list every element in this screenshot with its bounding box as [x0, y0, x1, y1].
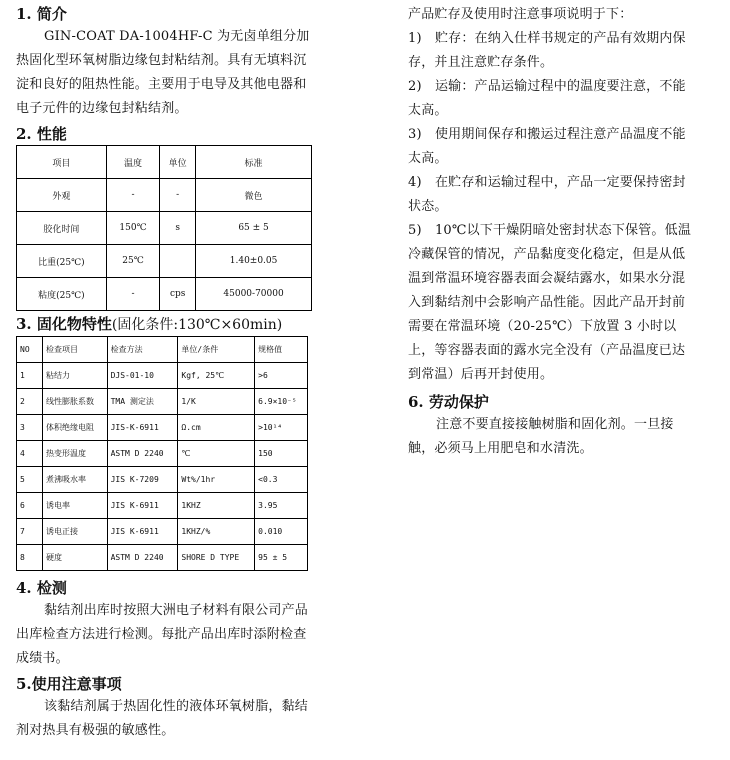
table-cell: TMA 测定法 — [107, 389, 178, 415]
table-cell: Ω.cm — [178, 415, 255, 441]
section-1-body: GIN-COAT DA-1004HF-C 为无卤单组分加热固化型环氧树脂边缘包封粘结剂。具有无填料沉淀和良好的阻热性能。主要用于电导及其他电器和电子元件的边缘包封粘结剂。 — [16, 29, 310, 116]
table-cell: SHORE D TYPE — [178, 545, 255, 571]
section-4-title: 4. 检测 — [16, 579, 67, 597]
table-header-cell: 检查方法 — [107, 337, 178, 363]
storage-item-4: 4) 在贮存和运输过程中，产品一定要保持密封状态。 — [408, 175, 686, 214]
storage-intro: 产品贮存及使用时注意事项说明于下： — [408, 7, 633, 22]
table-cell — [160, 245, 196, 278]
table-row — [17, 545, 308, 571]
table-cell: 4 — [17, 441, 43, 467]
table-cell: 7 — [17, 519, 43, 545]
section-5-body: 该黏结剂属于热固化性的液体环氧树脂，黏结剂对热具有极强的敏感性。 — [16, 699, 309, 738]
section-3-heading: 3. 固化物特性 — [16, 315, 112, 333]
left-column — [16, 0, 312, 743]
properties-table — [16, 145, 312, 311]
table-cell: 热变形温度 — [43, 441, 108, 467]
section-4-body: 黏结剂出库时按照大洲电子材料有限公司产品出库检查方法进行检测。每批产品出库时添附检查成绩书。 — [16, 603, 309, 666]
table-cell: 3.95 — [255, 493, 308, 519]
table-cell: >10¹⁴ — [255, 415, 308, 441]
table-cell: cps — [160, 278, 196, 311]
table-cell: 粘度(25℃) — [17, 278, 107, 311]
table-cell: 诱电率 — [43, 493, 108, 519]
table-header-cell: 标准 — [196, 146, 312, 179]
storage-item-1: 1) 贮存：在纳入仕样书规定的产品有效期内保存，并且注意贮存条件。 — [408, 31, 686, 70]
table-cell: 3 — [17, 415, 43, 441]
table-cell: Kgf, 25℃ — [178, 363, 255, 389]
table-cell: ASTM D 2240 — [107, 545, 178, 571]
table-cell: 1.40±0.05 — [196, 245, 312, 278]
storage-item-5: 5) 10℃以下干燥阴暗处密封状态下保管。低温冷藏保管的情况，产品黏度变化稳定，但是从低温到常温环境容器表面会凝结露水，如果水分混入到黏结剂中会影响产品性能。因此产品开封前需要在常温环境（20-25℃）下放置 3 小时以上，等容器表面的露水完全没有（产品温度已达到常温）后再开封使用。 — [408, 223, 692, 382]
table-cell: JIS K-6911 — [107, 519, 178, 545]
table-cell: 硬度 — [43, 545, 108, 571]
section-6-body: 注意不要直接接触树脂和固化剂。一旦接触，必须马上用肥皂和水清洗。 — [408, 417, 674, 456]
table-header-cell: 检查项目 — [43, 337, 108, 363]
table-header-cell: NO — [17, 337, 43, 363]
table-header-cell: 项目 — [17, 146, 107, 179]
right-column — [408, 0, 698, 461]
table-cell: 1 — [17, 363, 43, 389]
table-row — [17, 441, 308, 467]
table-cell: 6 — [17, 493, 43, 519]
table-header-cell: 单位 — [160, 146, 196, 179]
table-row — [17, 278, 312, 311]
table-cell: ASTM D 2240 — [107, 441, 178, 467]
table-cell: 1/K — [178, 389, 255, 415]
table-cell: 150℃ — [106, 212, 159, 245]
table-row — [17, 212, 312, 245]
table-cell: 25℃ — [106, 245, 159, 278]
table-cell: >6 — [255, 363, 308, 389]
table-cell: Wt%/1hr — [178, 467, 255, 493]
table-row — [17, 389, 308, 415]
table-cell: JIS K-6911 — [107, 493, 178, 519]
cure-condition: (固化条件:130℃×60min) — [111, 317, 283, 333]
storage-item-3: 3) 使用期间保存和搬运过程注意产品温度不能太高。 — [408, 127, 686, 166]
table-header-cell: 单位/条件 — [178, 337, 255, 363]
table-cell: 8 — [17, 545, 43, 571]
table-cell: 外观 — [17, 179, 107, 212]
table-cell: - — [106, 278, 159, 311]
table-cell: 1KHZ/% — [178, 519, 255, 545]
table-cell: 胶化时间 — [17, 212, 107, 245]
table-cell: 1KHZ — [178, 493, 255, 519]
table-cell: 150 — [255, 441, 308, 467]
table-cell: - — [160, 179, 196, 212]
table-cell: 煮沸吸水率 — [43, 467, 108, 493]
table-header-cell: 规格值 — [255, 337, 308, 363]
section-5-title: 5.使用注意事项 — [16, 675, 122, 693]
table-cell: 65 ± 5 — [196, 212, 312, 245]
table-header-cell: 温度 — [106, 146, 159, 179]
table-cell: s — [160, 212, 196, 245]
table-row — [17, 493, 308, 519]
table-cell: - — [106, 179, 159, 212]
table-cell: DJS-01-10 — [107, 363, 178, 389]
section-6-title: 6. 劳动保护 — [408, 393, 489, 411]
table-cell: 体积绝缘电阻 — [43, 415, 108, 441]
table-header-row — [17, 337, 308, 363]
table-row — [17, 363, 308, 389]
table-cell: 6.9×10⁻⁵ — [255, 389, 308, 415]
table-cell: 0.010 — [255, 519, 308, 545]
table-header-row — [17, 146, 312, 179]
table-cell: 诱电正接 — [43, 519, 108, 545]
table-row — [17, 245, 312, 278]
table-cell: 95 ± 5 — [255, 545, 308, 571]
table-cell: <0.3 — [255, 467, 308, 493]
table-cell: JIS-K-6911 — [107, 415, 178, 441]
table-cell: 5 — [17, 467, 43, 493]
table-cell: 微色 — [196, 179, 312, 212]
table-cell: ℃ — [178, 441, 255, 467]
table-cell: 线性膨胀系数 — [43, 389, 108, 415]
table-cell: JIS K-7209 — [107, 467, 178, 493]
cured-properties-table — [16, 336, 308, 571]
table-row — [17, 179, 312, 212]
table-cell: 比重(25℃) — [17, 245, 107, 278]
table-cell: 2 — [17, 389, 43, 415]
section-1-title: 1. 简介 — [16, 5, 67, 23]
table-cell: 45000-70000 — [196, 278, 312, 311]
table-row — [17, 415, 308, 441]
table-cell: 粘结力 — [43, 363, 108, 389]
table-row — [17, 467, 308, 493]
section-3-title — [16, 313, 312, 336]
table-row — [17, 519, 308, 545]
section-2-title: 2. 性能 — [16, 125, 67, 143]
storage-item-2: 2) 运输：产品运输过程中的温度要注意，不能太高。 — [408, 79, 686, 118]
